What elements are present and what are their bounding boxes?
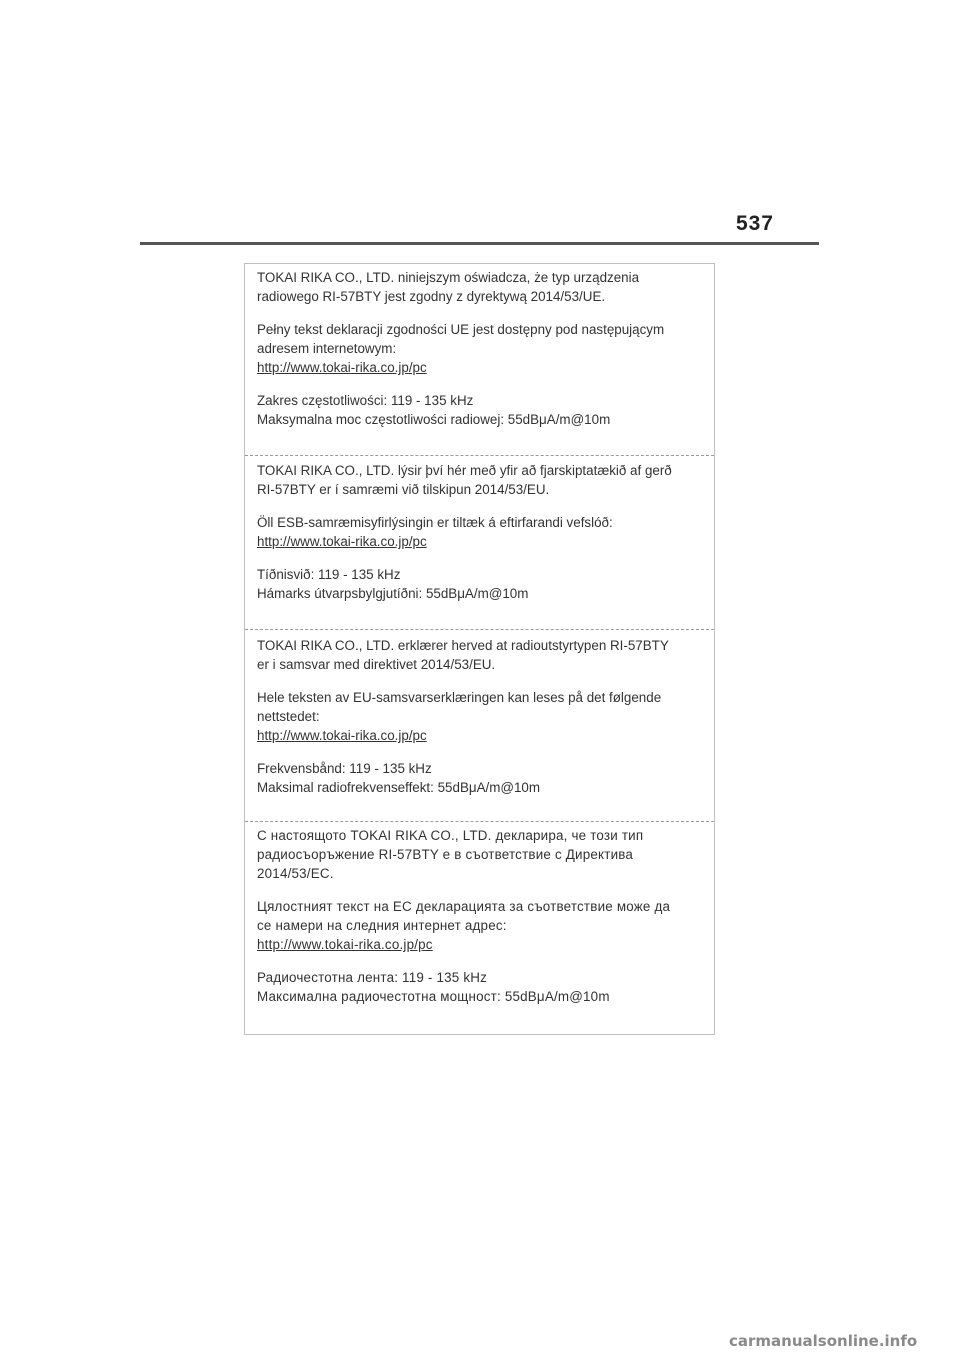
declaration-url-link[interactable]: http://www.tokai-rika.co.jp/pc [257,728,427,743]
section-divider [245,455,714,456]
declaration-url-link[interactable]: http://www.tokai-rika.co.jp/pc [257,534,427,549]
declaration-section-pl [245,268,714,429]
declaration-section-is [245,461,714,603]
declaration-line: се намери на следния интернет адрес: [257,918,507,933]
max-power: Maksimal radiofrekvenseffekt: 55dBμA/m@10m [257,780,541,795]
intro-line: er i samsvar med direktivet 2014/53/EU. [257,657,496,672]
intro-line: С настоящото TOKAI RIKA CO., LTD. декларира, че този тип [257,828,644,843]
section-divider [245,629,714,630]
frequency-band: Tíðnisvið: 119 - 135 kHz [257,567,401,582]
declaration-line: adresem internetowym: [257,341,397,356]
intro-line: 2014/53/ЕС. [257,866,334,881]
max-power: Hámarks útvarpsbylgjutíðni: 55dBμA/m@10m [257,586,529,601]
declaration-line: Hele teksten av EU-samsvarserklæringen kan leses på det følgende [257,690,662,705]
site-watermark: carmanualsonline.info [729,1332,918,1350]
page-number: 537 [735,212,774,235]
intro-line: TOKAI RIKA CO., LTD. erklærer herved at radioutstyrtypen RI-57BTY [257,638,669,653]
section-divider [245,821,714,822]
declaration-line: Öll ESB-samræmisyfirlýsingin er tiltæk á eftirfarandi vefslóð: [257,515,613,530]
declaration-section-bg [245,826,714,1006]
declaration-line: Цялостният текст на ЕС декларацията за съответствие може да [257,899,671,914]
declaration-url-link[interactable]: http://www.tokai-rika.co.jp/pc [257,360,427,375]
intro-line: радиосъоръжение RI-57BTY е в съответствие с Директива [257,847,634,862]
declaration-line: nettstedet: [257,709,320,724]
frequency-band: Радиочестотна лента: 119 - 135 kHz [257,970,488,985]
header-rule [140,242,819,245]
declaration-url-link[interactable]: http://www.tokai-rika.co.jp/pc [257,937,433,952]
declaration-box [244,263,715,1035]
intro-line: TOKAI RIKA CO., LTD. lýsir því hér með yfir að fjarskiptatækið af gerð [257,463,672,478]
max-power: Максимална радиочестотна мощност: 55dBμA/m@10m [257,989,610,1004]
frequency-band: Zakres częstotliwości: 119 - 135 kHz [257,393,474,408]
declaration-line: Pełny tekst deklaracji zgodności UE jest dostępny pod następującym [257,322,665,337]
max-power: Maksymalna moc częstotliwości radiowej: 55dBμA/m@10m [257,412,611,427]
frequency-band: Frekvensbånd: 119 - 135 kHz [257,761,432,776]
intro-line: radiowego RI-57BTY jest zgodny z dyrektywą 2014/53/UE. [257,289,606,304]
declaration-section-no [245,636,714,797]
intro-line: RI-57BTY er í samræmi við tilskipun 2014/53/EU. [257,482,550,497]
intro-line: TOKAI RIKA CO., LTD. niniejszym oświadcza, że typ urządzenia [257,270,640,285]
